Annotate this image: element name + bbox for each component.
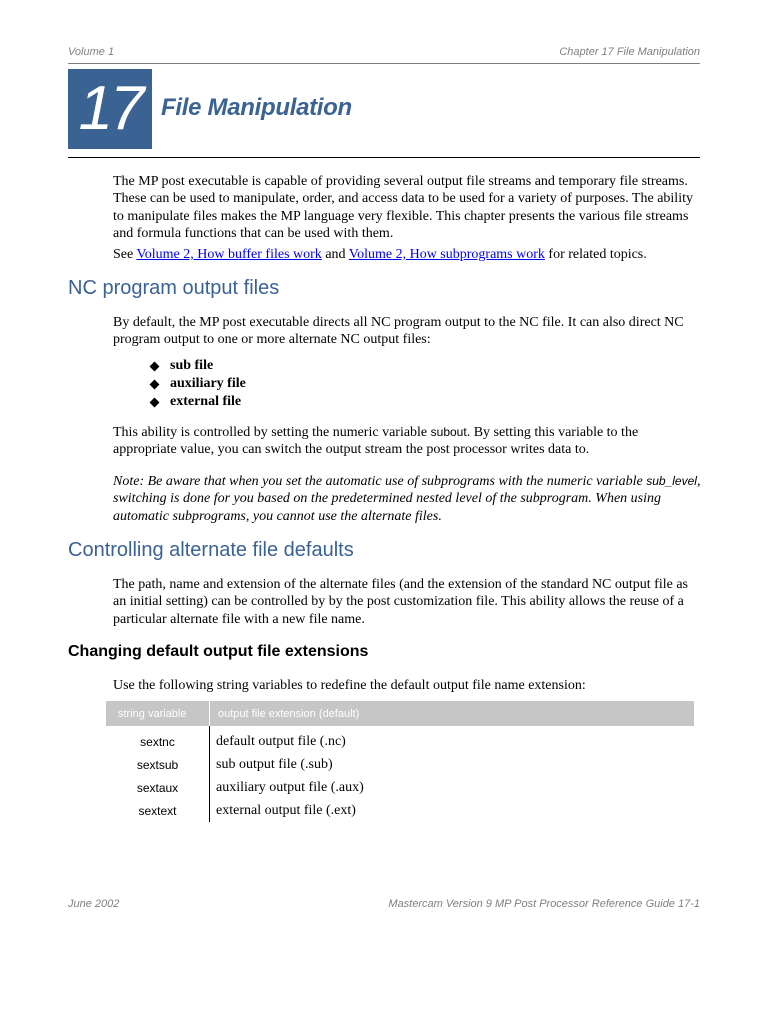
table-row [106, 726, 694, 753]
list-item-label: sub file [170, 358, 214, 373]
cell-description: external output file (.ext) [216, 802, 356, 818]
cell-variable: sextnc [106, 726, 210, 753]
footer-date: June 2002 [68, 898, 120, 910]
list-item [148, 393, 246, 411]
extensions-paragraph: Use the following string variables to redefine the default output file name extension: [113, 678, 586, 693]
cell-description: default output file (.nc) [216, 733, 346, 749]
extensions-table [106, 701, 694, 822]
cell-variable: sextsub [106, 753, 210, 776]
alternate-files-list [148, 357, 246, 412]
diamond-bullet-icon [150, 398, 160, 408]
heading-nc-program-output-files: NC program output files [68, 277, 280, 299]
note-suffix: , switching is done for you based on the predetermined nested level of the subprogram. When using automatic subprograms, you cannot use the alternate files. [113, 474, 701, 524]
note-prefix: Note: Be aware that when you set the automatic use of subprograms with the numeric variable [113, 474, 647, 489]
running-header-volume: Volume 1 [68, 46, 115, 58]
nc-paragraph: By default, the MP post executable directs all NC program output to the NC file. It can also direct NC program output to one or more alternate NC output files: [113, 315, 684, 348]
control-paragraph [113, 424, 703, 459]
see-prefix: See [113, 247, 137, 262]
header-divider [68, 63, 700, 64]
note-paragraph [113, 473, 703, 525]
list-item-label: auxiliary file [170, 376, 246, 392]
list-item [148, 357, 246, 375]
variable-sub-level: sub_level [646, 474, 697, 488]
variable-subout: subout [430, 425, 467, 439]
see-suffix: for related topics. [544, 247, 647, 262]
diamond-bullet-icon [150, 379, 160, 389]
table-header-row [106, 701, 694, 726]
list-item [148, 375, 246, 393]
link-subprograms[interactable]: Volume 2, How subprograms work [348, 247, 545, 262]
list-item-label: external file [170, 394, 242, 410]
see-and: and [321, 247, 349, 262]
column-header-string-variable: string variable [106, 701, 210, 726]
heading-controlling-defaults: Controlling alternate file defaults [68, 539, 354, 561]
control-suffix: . By setting this variable to the appropriate value, you can switch the output stream the post processor writes data to. [113, 425, 639, 458]
heading-changing-extensions: Changing default output file extensions [68, 643, 369, 660]
title-divider [68, 157, 700, 158]
link-buffer-files[interactable]: Volume 2, How buffer files work [136, 247, 322, 262]
running-header-chapter: Chapter 17 File Manipulation [559, 46, 700, 58]
column-header-output-extension: output file extension (default) [210, 701, 695, 726]
cell-variable: sextaux [106, 776, 210, 799]
diamond-bullet-icon [150, 361, 160, 371]
cell-variable: sextext [106, 799, 210, 822]
table-row [106, 753, 694, 776]
see-also-line [113, 246, 703, 263]
table-row [106, 799, 694, 822]
intro-paragraph: The MP post executable is capable of providing several output file streams and temporary file streams. These can be used to manipulate, order, and access data to be used for a variety of purposes. The ability to manipulate files makes the MP language very flexible. This chapter presents the various file streams and formula functions that can be used with them. [113, 174, 693, 241]
footer-guide-title: Mastercam Version 9 MP Post Processor Reference Guide 17-1 [388, 898, 700, 910]
cell-description: sub output file (.sub) [216, 756, 333, 772]
control-prefix: This ability is controlled by setting the numeric variable [113, 425, 431, 440]
defaults-paragraph: The path, name and extension of the alternate files (and the extension of the standard NC output file as an initial setting) can be controlled by by the post customization file. This ability allows the reuse of a particular alternate file with a new file name. [113, 577, 688, 627]
cell-description: auxiliary output file (.aux) [216, 779, 364, 795]
table-row [106, 776, 694, 799]
chapter-title: File Manipulation [161, 94, 352, 121]
chapter-number-badge: 17 [68, 69, 152, 149]
